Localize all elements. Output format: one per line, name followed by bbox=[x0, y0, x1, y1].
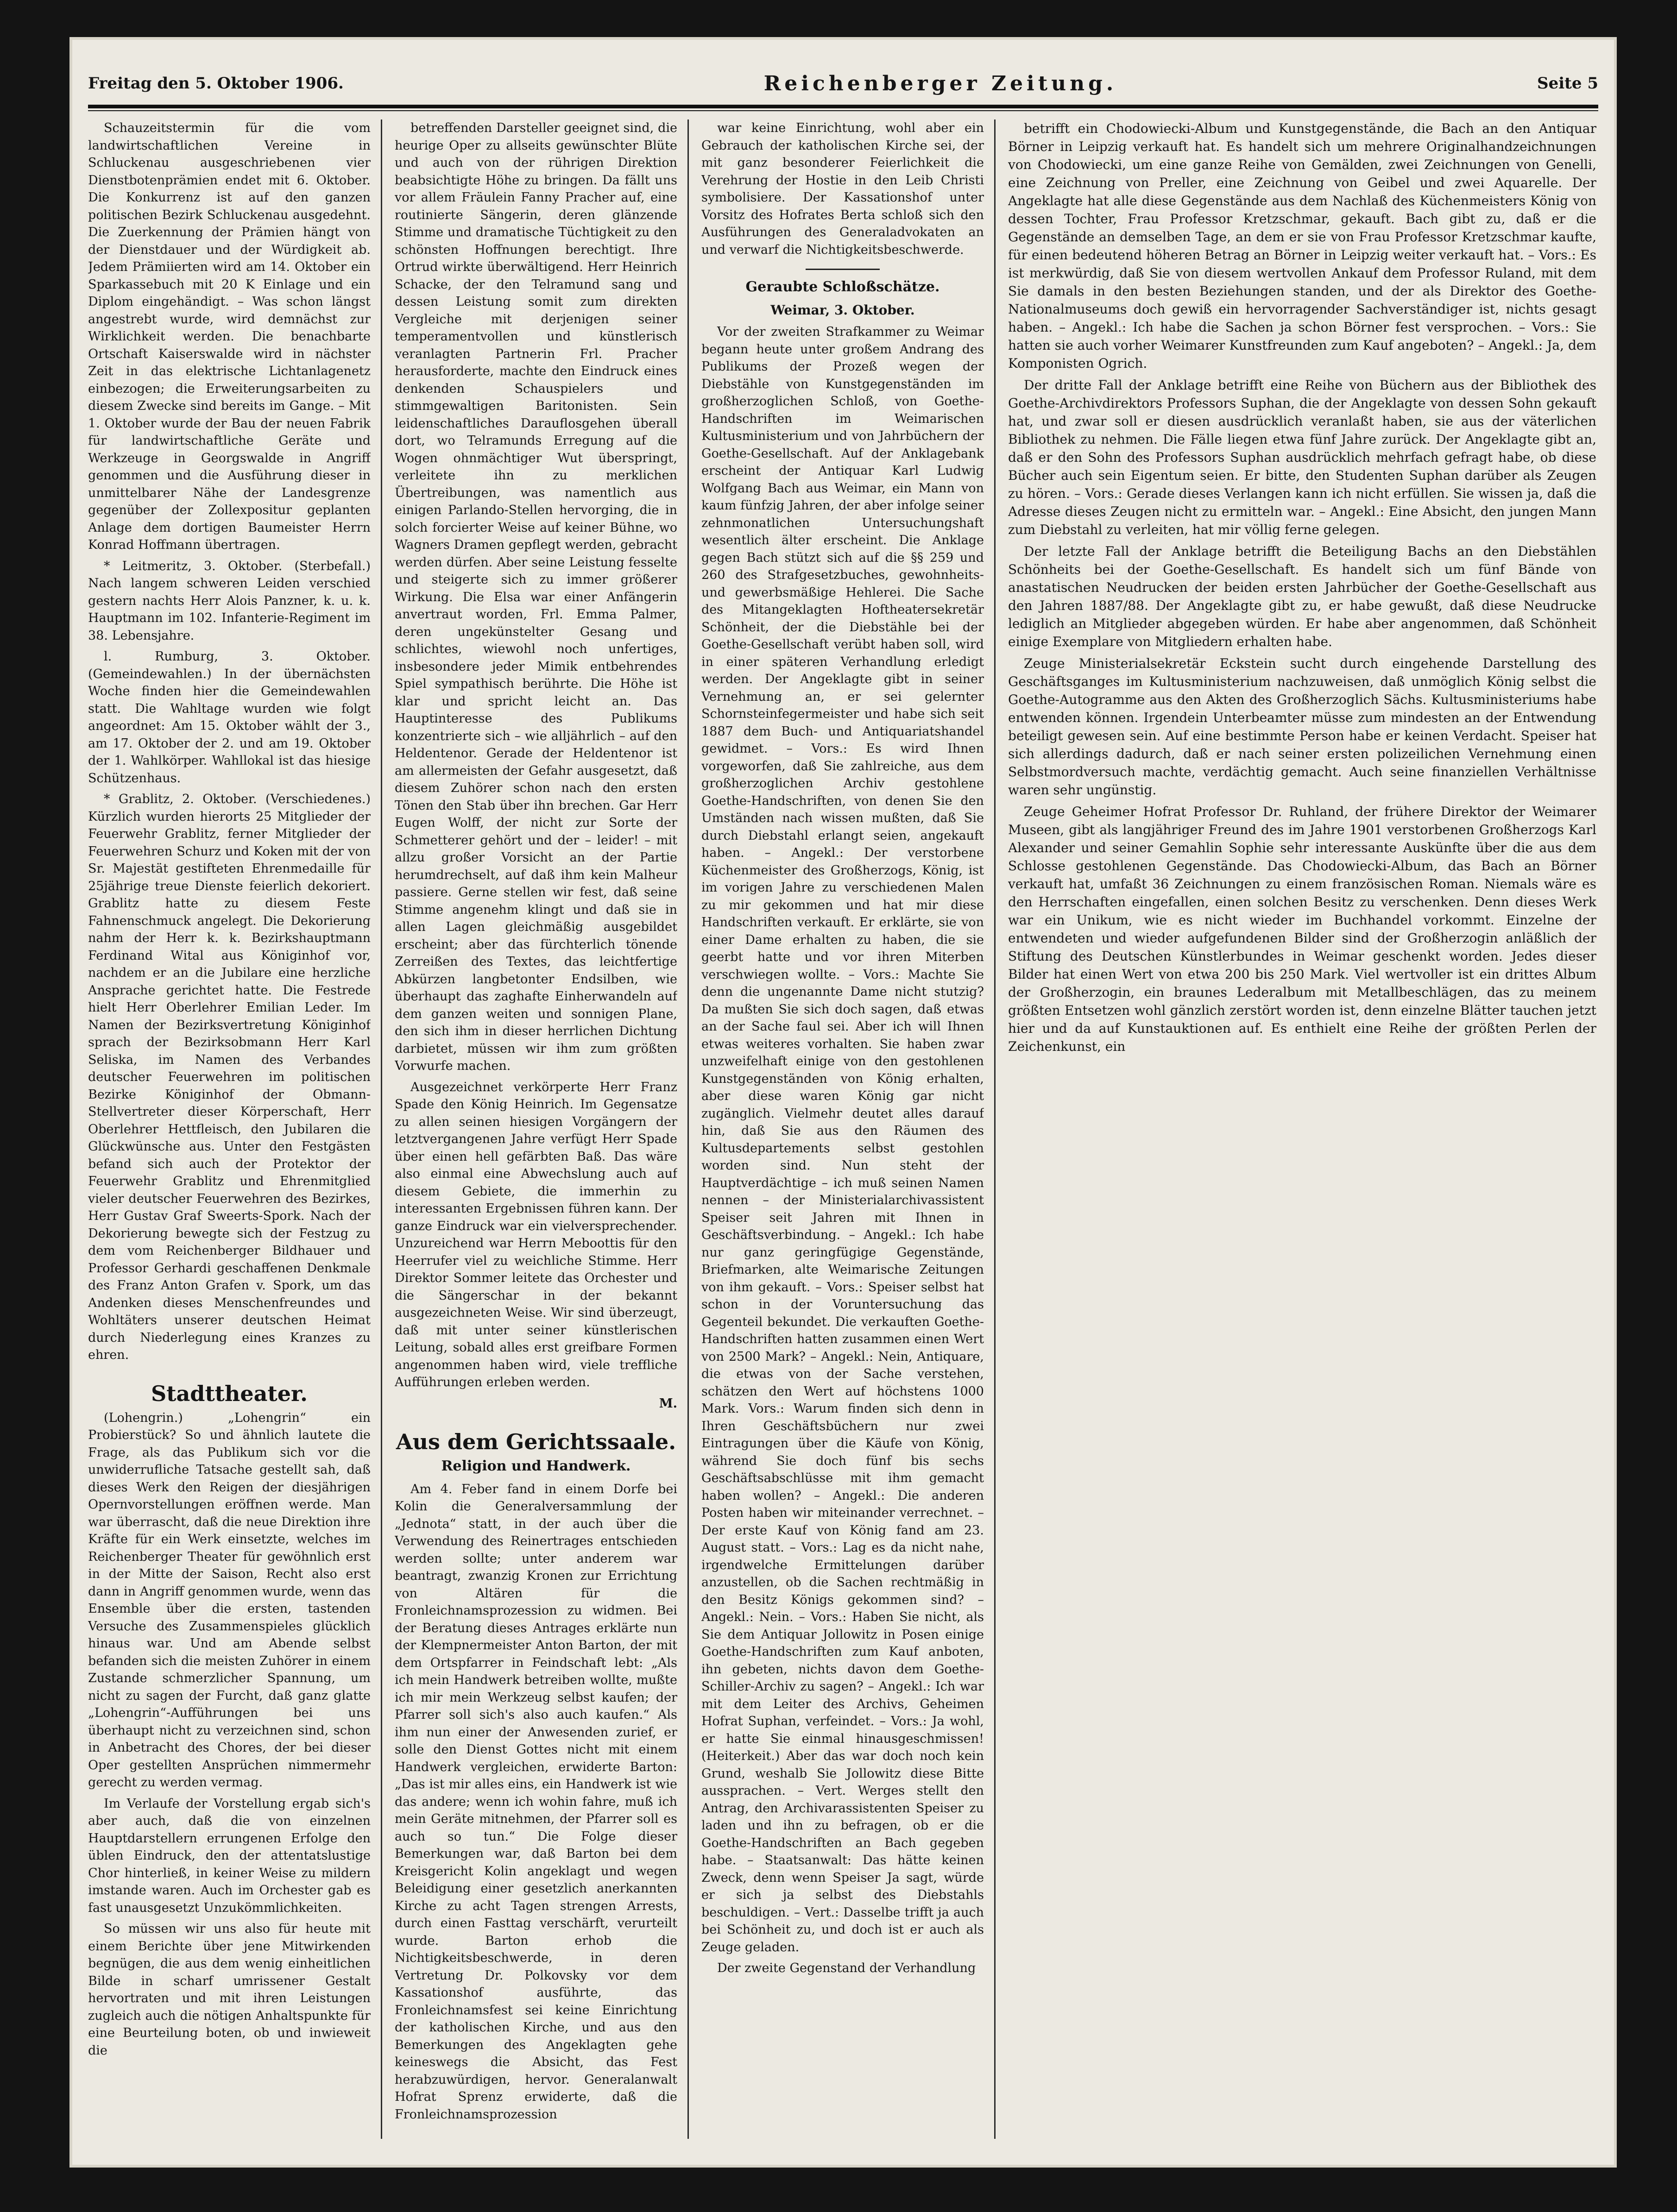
article-paragraph: Der zweite Gegenstand der Verhandlung bbox=[717, 1961, 976, 1975]
masthead-rule bbox=[88, 105, 1598, 108]
article-paragraph: l. Rumburg, 3. Oktober. (Gemeindewahlen.) In der übernächsten Woche finden hier die Gemeindewahlen statt. Die Wahltage wurden wie folgt angeordnet: Am 15. Oktober wählt der 3., am 17. Oktober der 2. und am 19. Oktober der 1. Wahlkörper. Wahllokal ist das hiesige Schützenhaus. bbox=[88, 649, 371, 786]
column-divider bbox=[381, 119, 382, 2139]
masthead bbox=[88, 65, 1598, 102]
article-paragraph: betrifft ein Chodowiecki-Album und Kunstgegenstände, die Bach an den Antiquar Börner in Leipzig verkauft hat. Es handelt sich um mehrere Originalhandzeichnungen von Chodowiecki, um eine ganze Reihe von Gemälden, zwei Zeichnungen von Genelli, eine Zeichnung von Preller, eine Zeichnung von Geibel und zwei Aquarelle. Der Angeklagte hat alle diese Gegenstände aus dem Nachlaß des Küchenmeisters König von dessen Tochter, Frau Professor Kretzschmar, gekauft. Bach gibt zu, daß er die Gegenstände an demselben Tage, an dem er sie von Frau Professor Kretzschmar kaufte, für einen bedeutend höheren Betrag an Börner in Leipzig weiter verkauft hat. – Vors.: Es ist merkwürdig, daß Sie von diesem wertvollen Ankauf dem Professor Ruland, mit dem Sie damals in den besten Beziehungen standen, und der als Direktor des Goethe-Nationalmuseums doch gewiß ein hervorragender Sachverständiger ist, nichts gesagt haben. – Angekl.: Ich habe die Sachen ja schon Börner fest versprochen. – Vors.: Sie hatten sie auch vorher Weimarer Kunstfreunden zum Kauf angeboten? – Angekl.: Ja, dem Komponisten Ogrich. bbox=[1008, 121, 1596, 371]
article-signature: M. bbox=[659, 1396, 677, 1411]
article-paragraph: (Lohengrin.) „Lohengrin“ ein Probierstück? So und ähnlich lautete die Frage, als das Publikum sich vor die unwiderrufliche Tatsache gestellt sah, daß dieses Werk den Reigen der diesjährigen Opernvorstellungen eröffnen werde. Man war überrascht, daß die neue Direktion ihre Kräfte für ein Werk einsetzte, welches im Reichenberger Theater für gewöhnlich erst in der Mitte der Saison, Recht also erst dann in Angriff genommen wurde, wenn das Ensemble über die ersten, tastenden Versuche des Zusammenspieles glücklich hinaus war. Und am Abende selbst befanden sich die meisten Zuhörer in einem Zustande schmerzlicher Spannung, um nicht zu sagen der Furcht, daß ganz glatte „Lohengrin“-Aufführungen bei uns überhaupt nicht zu verzeichnen sind, schon in Anbetracht des Chores, der bei dieser Oper gestellten Ansprüchen nimmermehr gerecht zu werden vermag. bbox=[88, 1410, 371, 1790]
article-paragraph: Zeuge Ministerialsekretär Eckstein sucht durch eingehende Darstellung des Geschäftsganges im Kultusministerium nachzuweisen, daß unmöglich König selbst die Goethe-Autogramme aus den Akten des Großherzoglich Sächs. Kultusministeriums habe entwenden können. Irgendein Unterbeamter müsse zum mindesten an der Entwendung beteiligt gewesen sein. Auf eine bestimmte Person habe er keinen Verdacht. Speiser hat sich allerdings dadurch, daß er nach seiner ersten polizeilichen Vernehmung einen Selbstmordversuch machte, verdächtig gemacht. Auch seine finanziellen Verhältnisse waren sehr ungünstig. bbox=[1008, 656, 1596, 798]
article-paragraph: Zeuge Geheimer Hofrat Professor Dr. Ruhland, der frühere Direktor der Weimarer Museen, gibt als langjähriger Freund des im Jahre 1901 verstorbenen Großherzogs Karl Alexander und seiner Gemahlin Sophie sehr interessante Auskünfte über die aus dem Schlosse gestohlenen Gegenstände. Das Chodowiecki-Album, das Bach an Börner verkauft hat, umfaßt 36 Zeichnungen zu einem französischen Roman. Niemals wäre es den Herrschaften eingefallen, einen solchen Besitz zu verschenken. Denn dieses Werk war ein Unikum, wie es nicht wieder im Buchhandel vorkommt. Einzelne der entwendeten und wieder aufgefundenen Bilder sind der Großherzogin anläßlich der Stiftung des Deutschen Künstlerbundes in Weimar geschenkt worden. Jedes dieser Bilder hat einen Wert von etwa 200 bis 250 Mark. Viel wertvoller ist ein drittes Album der Großherzogin, ein braunes Lederalbum mit Metallbeschlägen, das zu meinem größten Entsetzen wohl gänzlich zerstört worden ist, denn einzelne Blätter tauchen jetzt hier und da auf Kunstauktionen auf. Es enthielt eine Reihe der größten Perlen der Zeichenkunst, ein bbox=[1008, 804, 1596, 1054]
article-paragraph: war keine Einrichtung, wohl aber ein Gebrauch der katholischen Kirche sei, der mit ganz besonderer Feierlichkeit die Verehrung der Hostie in den Leib Christi symbolisiere. Der Kassationshof unter Vorsitz des Hofrates Berta schloß sich den Ausführungen des Generaladvokaten an und verwarf die Nichtigkeitsbeschwerde. bbox=[701, 121, 984, 257]
article-paragraph: * Leitmeritz, 3. Oktober. (Sterbefall.) Nach langem schweren Leiden verschied gestern nachts Herr Alois Panzner, k. u. k. Hauptmann im 102. Infanterie-Regiment im 38. Lebensjahre. bbox=[88, 559, 371, 643]
column-2 bbox=[395, 119, 677, 2139]
article-heading: Religion und Handwerk. bbox=[441, 1458, 631, 1474]
masthead-rule-thin bbox=[88, 110, 1598, 111]
article-heading: Geraubte Schloßschätze. bbox=[745, 279, 940, 295]
article-paragraph: Am 4. Feber fand in einem Dorfe bei Kolin die Generalversammlung der „Jednota“ statt, in der auch über die Verwendung des Reinertrages entschieden werden sollte; unter anderem war beantragt, zwanzig Kronen zur Errichtung von Altären für die Fronleichnamsprozession zu widmen. Bei der Beratung dieses Antrages erklärte nun der Klempnermeister Anton Barton, der mit dem Ortspfarrer in Feindschaft lebt: „Als ich mein Handwerk betreiben wollte, mußte ich mir mein Werkzeug selbst kaufen; der Pfarrer soll sich's also auch kaufen.“ Als ihm nun einer der Anwesenden zurief, er solle den Dienst Gottes nicht mit einem Handwerk vergleichen, erwiderte Barton: „Das ist mir alles eins, ein Handwerk ist wie das andere; wenn ich wohin fahre, muß ich mein Geräte mitnehmen, der Pfarrer soll es auch so tun.“ Die Folge dieser Bemerkungen war, daß Barton bei dem Kreisgericht Kolin angeklagt und wegen Beleidigung einer gesetzlich anerkannten Kirche zu acht Tagen strengen Arrests, durch einen Fasttag verschärft, verurteilt wurde. Barton erhob die Nichtigkeitsbeschwerde, in deren Vertretung Dr. Polkovsky vor dem Kassationshof ausführte, das Fronleichnamsfest sei keine Einrichtung der katholischen Kirche, und aus den Bemerkungen des Angeklagten gehe keineswegs die Absicht, das Fest herabzuwürdigen, hervor. Generalanwalt Hofrat Sprenz erwiderte, daß die Fronleichnamsprozession bbox=[395, 1482, 677, 2122]
newspaper-page bbox=[69, 37, 1617, 2168]
issue-date: Freitag den 5. Oktober 1906. bbox=[88, 74, 344, 93]
article-paragraph: So müssen wir uns also für heute mit einem Berichte über jene Mitwirkenden begnügen, die aus dem wenig einheitlichen Bilde in scharf umrissener Gestalt hervortraten und mit ihren Leistungen zugleich auch die nötigen Anhaltspunkte für eine Beurteilung boten, ob und inwieweit die bbox=[88, 1922, 371, 2058]
section-heading: Aus dem Gerichtssaale. bbox=[396, 1429, 676, 1454]
article-paragraph: * Grablitz, 2. Oktober. (Verschiedenes.) Kürzlich wurden hierorts 25 Mitglieder der Feuerwehr Grablitz, ferner Mitglieder der Feuerwehren Schurz und Koken mit der von Sr. Majestät gestifteten Ehrenmedaille für 25jährige treue Dienste feierlich dekoriert. Grablitz hatte zu diesem Feste Fahnenschmuck angelegt. Die Dekorierung nahm der Herr k. k. Bezirkshauptmann Ferdinand Wital aus Königinhof vor, nachdem er an die Jubilare eine herzliche Ansprache gerichtet hatte. Die Festrede hielt Herr Oberlehrer Emilian Leder. Im Namen der Bezirksvertretung Königinhof sprach der Bezirksobmann Herr Karl Seliska, im Namen des Verbandes deutscher Feuerwehren im politischen Bezirke Königinhof der Obmann-Stellvertreter dieser Körperschaft, Herr Oberlehrer Hettfleisch, den Jubilaren die Glückwünsche aus. Unter den Festgästen befand sich auch der Protektor der Feuerwehr Grablitz und Ehrenmitglied vieler deutscher Feuerwehren des Bezirkes, Herr Gustav Graf Sweerts-Spork. Nach der Dekorierung bewegte sich der Festzug zu dem vom Reichenberger Bildhauer und Professor Gerhardi geschaffenen Denkmale des Franz Anton Grafen v. Spork, um das Andenken dieses Menschenfreundes und Wohltäters unserer deutschen Heimat durch Niederlegung eines Kranzes zu ehren. bbox=[88, 792, 371, 1362]
column-divider bbox=[994, 119, 996, 2139]
article-paragraph: Vor der zweiten Strafkammer zu Weimar begann heute unter großem Andrang des Publikums der Prozeß wegen der Diebstähle von Kunstgegenständen im großherzoglichen Schloß, von Goethe-Handschriften im Weimarischen Kultusministerium und von Jahrbüchern der Goethe-Gesellschaft. Auf der Anklagebank erscheint der Antiquar Karl Ludwig Wolfgang Bach aus Weimar, ein Mann von kaum fünfzig Jahren, der aber infolge seiner zehnmonatlichen Untersuchungshaft wesentlich älter erscheint. Die Anklage gegen Bach stützt sich auf die §§ 259 und 260 des Strafgesetzbuches, gewohnheits- und gewerbsmäßige Hehlerei. Die Sache des Mitangeklagten Hoftheatersekretär Schönheit, der die Diebstähle bei der Goethe-Gesellschaft verübt haben soll, wird in einer späteren Verhandlung erledigt werden. Der Angeklagte gibt in seiner Vernehmung an, er sei gelernter Schornsteinfegermeister und habe sich seit 1887 dem Buch- und Antiquariatshandel gewidmet. – Vors.: Es wird Ihnen vorgeworfen, daß Sie zahlreiche, aus dem großherzoglichen Archiv gestohlene Goethe-Handschriften, von denen Sie den Umständen nach wissen mußten, daß Sie durch Diebstahl erlangt seien, angekauft haben. – Angekl.: Der verstorbene Küchenmeister des Großherzogs, König, ist im vorigen Jahre zu verschiedenen Malen zu mir gekommen und hat mir diese Handschriften verkauft. Er erklärte, sie von einer Dame erhalten zu haben, die sie geerbt hatte und vor ihren Miterben verschwiegen wollte. – Vors.: Machte Sie denn die ungenannte Dame nicht stutzig? Da mußten Sie sich doch sagen, daß etwas an der Sache faul sei. Aber ich will Ihnen etwas weiteres vorhalten. Sie haben zwar unzweifelhaft einige von den gestohlenen Kunstgegenständen von König erhalten, aber diese waren König gar nicht zugänglich. Vielmehr deutet alles darauf hin, daß Sie aus den Räumen des Kultusdepartements selbst gestohlen worden sind. Nun steht der Hauptverdächtige – ich muß seinen Namen nennen – der Ministerialarchivassistent Speiser seit Jahren mit Ihnen in Geschäftsverbindung. – Angekl.: Ich habe nur ganz geringfügige Gegenstände, Briefmarken, alte Weimarische Zeitungen von ihm gekauft. – Vors.: Speiser selbst hat schon in der Voruntersuchung das Gegenteil bekundet. Die verkauften Goethe-Handschriften hatten zusammen einen Wert von 2500 Mark? – Angekl.: Nein, Antiquare, die etwas von der Sache verstehen, schätzen den Wert auf höchstens 1000 Mark. Vors.: Warum finden sich denn in Ihren Geschäftsbüchern nur zwei Eintragungen über die Käufe von König, während Sie doch fünf bis sechs Geschäftsabschlüsse mit ihm gemacht haben wollen? – Angekl.: Die anderen Posten haben wir miteinander verrechnet. – Der erste Kauf von König fand am 23. August statt. – Vors.: Lag es da nicht nahe, irgendwelche Ermittelungen darüber anzustellen, ob die Sachen rechtmäßig in den Besitz Königs gekommen sind? – Angekl.: Nein. – Vors.: Haben Sie nicht, als Sie dem Antiquar Jollowitz in Posen einige Goethe-Handschriften zum Kauf anboten, ihn gebeten, nichts davon dem Goethe-Schiller-Archiv zu sagen? – Angekl.: Ich war mit dem Leiter des Archivs, Geheimen Hofrat Suphan, verfeindet. – Vors.: Ja wohl, er hatte Sie einmal hinausgeschmissen! (Heiterkeit.) Aber das war doch noch kein Grund, weshalb Sie Jollowitz diese Bitte aussprachen. – Vert. Werges stellt den Antrag, den Archivarassistenten Speiser zu laden und ihn zu befragen, ob er die Goethe-Handschriften an Bach gegeben habe. – Staatsanwalt: Das hätte keinen Zweck, denn wenn Speiser Ja sagt, würde er sich ja selbst des Diebstahls beschuldigen. – Vert.: Dasselbe trifft ja auch bei Schönheit zu, und doch ist er auch als Zeuge geladen. bbox=[701, 325, 984, 1954]
article-paragraph: betreffenden Darsteller geeignet sind, die heurige Oper zu allseits gewünschter Blüte und auch von der rührigen Direktion beabsichtigte Höhe zu bringen. Da fällt uns vor allem Fräulein Fanny Pracher auf, eine routinierte Sängerin, deren glänzende Stimme und dramatische Tüchtigkeit zu den schönsten Hoffnungen berechtigt. Ihre Ortrud wirkte überwältigend. Herr Heinrich Schacke, der den Telramund sang und dessen Leistung somit zum direkten Vergleiche mit derjenigen seiner temperamentvollen und künstlerisch veranlagten Partnerin Frl. Pracher herausforderte, machte den Eindruck eines denkenden Schauspielers und stimmgewaltigen Baritonisten. Sein leidenschaftliches Darauflosgehen überall dort, wo Telramunds Erregung auf die Wogen ohnmächtiger Wut überspringt, verleitete ihn zu merklichen Übertreibungen, was namentlich aus einigen Parlando-Stellen hervorging, die in solch forcierter Weise auf keiner Bühne, wo Wagners Dramen gepflegt werden, gebracht werden dürfen. Aber seine Leistung fesselte und steigerte sich zu immer größerer Wirkung. Die Elsa war einer Anfängerin anvertraut worden, Frl. Emma Palmer, deren ungekünstelter Gesang und schlichtes, wiewohl noch unfertiges, insbesondere jeder Mimik entbehrendes Spiel sympathisch berührte. Die Höhe ist klar und spricht leicht an. Das Hauptinteresse des Publikums konzentrierte sich – wie alljährlich – auf den Heldentenor. Gerade der Heldentenor ist am allermeisten der Gefahr ausgesetzt, daß diesem Zuhörer schon nach den ersten Tönen den Stab über ihn brechen. Gar Herr Eugen Wolff, der nicht zur Sorte der Schmetterer gehört und der – leider! – mit allzu großer Vorsicht an der Partie herumdrechselt, auf daß ihm kein Malheur passiere. Gerne stellen wir fest, daß seine Stimme angenehm klingt und daß sie in allen Lagen gleichmäßig ausgebildet erscheint; aber das fürchterlich tönende Zerreißen des Textes, das leichtfertige Abkürzen langbetonter Endsilben, wie überhaupt das zaghafte Einherwandeln auf dem ganzen weiten und sonnigen Plane, den sich ihm in dieser herrlichen Dichtung darbietet, müssen wir ihm zum größten Vorwurfe machen. bbox=[395, 121, 677, 1073]
article-paragraph: Im Verlaufe der Vorstellung ergab sich's aber auch, daß die von einzelnen Hauptdarstellern errungenen Erfolge den üblen Eindruck, den der attentatslustige Chor hinterließ, in keiner Weise zu mildern imstande waren. Auch im Orchester gab es fast unausgesetzt Unzukömmlichkeiten. bbox=[88, 1796, 371, 1915]
section-heading: Stadttheater. bbox=[151, 1381, 308, 1406]
column-divider bbox=[687, 119, 689, 2139]
column-4 bbox=[1008, 119, 1596, 2139]
article-dateline: Weimar, 3. Oktober. bbox=[770, 302, 915, 318]
section-divider bbox=[806, 269, 880, 270]
column-3 bbox=[701, 119, 984, 2139]
article-paragraph: Der letzte Fall der Anklage betrifft die Beteiligung Bachs an den Diebstählen Schönheits bei der Goethe-Gesellschaft. Es handelt sich um fünf Bände von anastatischen Neudrucken der beiden ersten Jahrbücher der Goethe-Gesellschaft aus den Jahren 1887/88. Der Angeklagte gibt zu, er habe gewußt, daß diese Neudrucke lediglich an Mitglieder abgegeben würden. Er habe aber angenommen, daß Schönheit einige Exemplare von Mitgliedern erhalten habe. bbox=[1008, 544, 1596, 649]
article-paragraph: Der dritte Fall der Anklage betrifft eine Reihe von Büchern aus der Bibliothek des Goethe-Archivdirektors Professors Suphan, die der Angeklagte von dessen Sohn gekauft hat, und zwar soll er diesen ausdrücklich veranlaßt haben, sie aus der väterlichen Bibliothek zu nehmen. Die Fälle liegen etwa fünf Jahre zurück. Der Angeklagte gibt an, daß er den Sohn des Professors Suphan ausdrücklich mehrfach gefragt habe, ob diese Bücher auch sein Eigentum seien. Er bitte, den Studenten Suphan darüber als Zeugen zu hören. – Vors.: Gerade dieses Verlangen kann ich nicht erfüllen. Sie wissen ja, daß die Adresse dieses Zeugen nicht zu ermitteln war. – Angekl.: Eine Absicht, den jungen Mann zum Diebstahl zu verleiten, hat mir völlig ferne gelegen. bbox=[1008, 377, 1596, 537]
column-1 bbox=[88, 119, 371, 2139]
article-paragraph: Schauzeitstermin für die vom landwirtschaftlichen Vereine in Schluckenau ausgeschriebenen vier Dienstbotenprämien endet mit 6. Oktober. Die Konkurrenz ist auf den ganzen politischen Bezirk Schluckenau ausgedehnt. Die Zuerkennung der Prämien hängt von der Dienstdauer und der Würdigkeit ab. Jedem Prämiierten wird am 14. Oktober ein Sparkassebuch mit 20 K Einlage und ein Diplom eingehändigt. – Was schon längst angestrebt wurde, wird demnächst zur Wirklichkeit werden. Die benachbarte Ortschaft Kaiserswalde wird in nächster Zeit in das elektrische Lichtanlagenetz einbezogen; die Erweiterungsarbeiten zu diesem Zwecke sind bereits im Gange. – Mit 1. Oktober wurde der Bau der neuen Fabrik für landwirtschaftliche Geräte und Werkzeuge in Georgswalde in Angriff genommen und die Ausführung dieser in unmittelbarer Nähe der Landesgrenze gegenüber der Zollexpositur geplanten Anlage dem dortigen Baumeister Herrn Konrad Hoffmann übertragen. bbox=[88, 121, 371, 552]
article-paragraph: Ausgezeichnet verkörperte Herr Franz Spade den König Heinrich. Im Gegensatze zu allen seinen hiesigen Vorgängern der letztvergangenen Jahre verfügt Herr Spade über einen hell gefärbten Baß. Das wäre also einmal eine Abwechslung auch auf diesem Gebiete, die immerhin zu interessanten Ergebnissen führen kann. Der ganze Eindruck war ein vielversprechender. Unzureichend war Herrn Meboottis für den Heerrufer viel zu weichliche Stimme. Herr Direktor Sommer leitete das Orchester und die Sängerschar in der bekannt ausgezeichneten Weise. Wir sind überzeugt, daß mit unter seiner künstlerischen Leitung, sobald alles erst greifbare Formen angenommen haben wird, viele treffliche Aufführungen erleben werden. bbox=[395, 1080, 677, 1389]
page-number: Seite 5 bbox=[1537, 74, 1598, 93]
newspaper-name: Reichenberger Zeitung. bbox=[763, 71, 1117, 95]
